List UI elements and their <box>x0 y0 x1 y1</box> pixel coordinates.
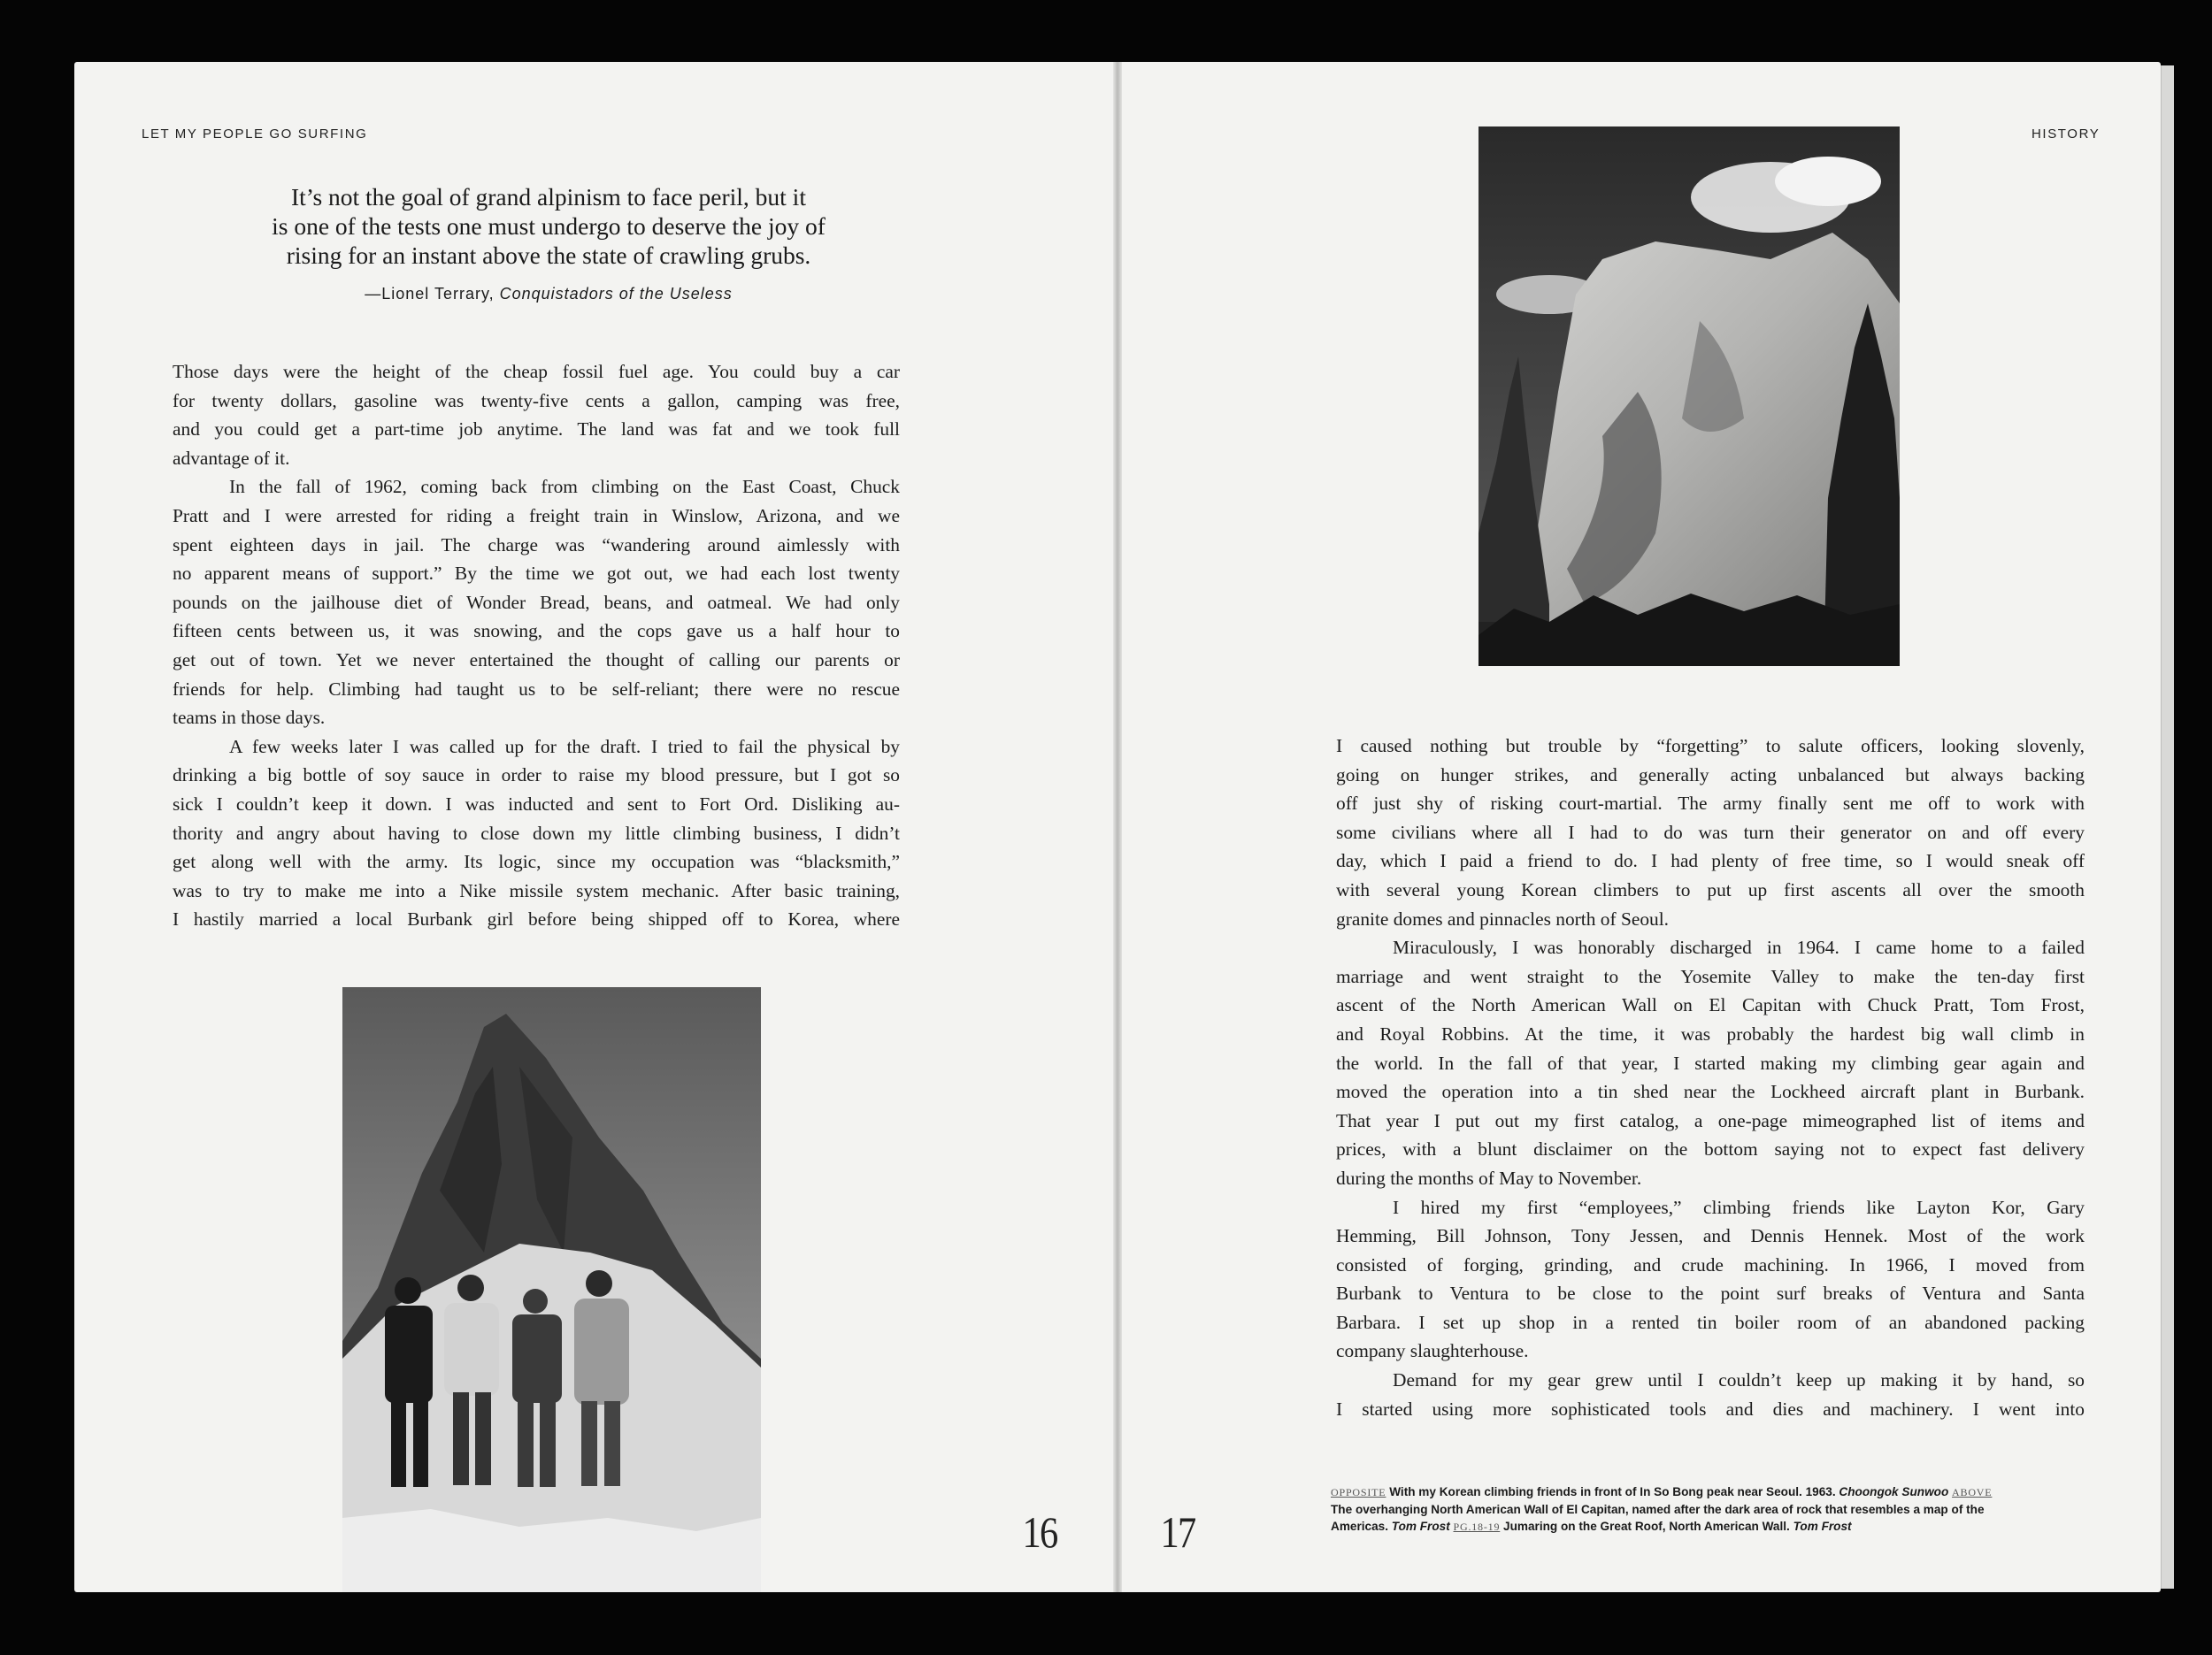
caption-tag-pg: PG.18-19 <box>1453 1521 1501 1533</box>
body-text-line: sick I couldn’t keep it down. I was inducted and sent to Fort Ord. Disliking au- <box>173 793 900 815</box>
body-text-line: I hastily married a local Burbank girl before being shipped off to Korea, where <box>173 908 900 931</box>
body-text-line: marriage and went straight to the Yosemite Valley to make the ten-day first <box>1336 965 2085 987</box>
body-text-line: going on hunger strikes, and generally acting unbalanced but always backing <box>1336 763 2085 785</box>
running-head-book-title: LET MY PEOPLE GO SURFING <box>142 126 368 142</box>
body-text-line: ascent of the North American Wall on El Capitan with Chuck Pratt, Tom Frost, <box>1336 994 2085 1016</box>
body-text-line: get along well with the army. Its logic, since my occupation was “blacksmith,” <box>173 851 900 873</box>
body-text-line: consisted of forging, grinding, and crude machining. In 1966, I moved from <box>1336 1253 2085 1276</box>
body-text-line: get out of town. Yet we never entertained the thought of calling our parents or <box>173 648 900 670</box>
caption-text-opposite: With my Korean climbing friends in front of In So Bong peak near Seoul. 1963. <box>1389 1485 1836 1498</box>
epigraph-quote <box>159 182 938 270</box>
body-text-line: pounds on the jailhouse diet of Wonder Bread, beans, and oatmeal. We had only <box>173 591 900 613</box>
el-capitan-illustration <box>1479 126 1900 666</box>
book-spine <box>1113 62 1122 1592</box>
body-text-line: Demand for my gear grew until I couldn’t keep up making it by hand, so <box>1393 1369 2085 1391</box>
epigraph-line: is one of the tests one must undergo to deserve the joy of <box>272 212 826 240</box>
body-text-line: I hired my first “employees,” climbing friends like Layton Kor, Gary <box>1393 1196 2085 1218</box>
body-text-line: advantage of it. <box>173 447 290 469</box>
page-number-right: 17 <box>1160 1507 1195 1557</box>
body-text-line: Miraculously, I was honorably discharged in 1964. I came home to a failed <box>1393 937 2085 959</box>
body-text-line: friends for help. Climbing had taught us to be self-reliant; there were no rescue <box>173 678 900 700</box>
caption-credit-above: Tom Frost <box>1391 1520 1450 1533</box>
caption-credit-pg: Tom Frost <box>1793 1520 1852 1533</box>
el-capitan-photo <box>1479 126 1900 666</box>
body-text-line: In the fall of 1962, coming back from climbing on the East Coast, Chuck <box>229 476 900 498</box>
body-text-line: with several young Korean climbers to put up first ascents all over the smooth <box>1336 878 2085 900</box>
body-text-line: and you could get a part-time job anytime. The land was fat and we took full <box>173 418 900 441</box>
body-text-line: company slaughterhouse. <box>1336 1340 1529 1362</box>
caption-tag-opposite: OPPOSITE <box>1331 1486 1386 1498</box>
epigraph-line: rising for an instant above the state of crawling grubs. <box>286 241 811 269</box>
body-text-line: fifteen cents between us, it was snowing, and the cops gave us a half hour to <box>173 620 900 642</box>
left-body-column <box>173 357 900 934</box>
caption-tag-above: ABOVE <box>1952 1486 1993 1498</box>
body-text-line: A few weeks later I was called up for the draft. I tried to fail the physical by <box>229 735 900 757</box>
body-text-line: Hemming, Bill Johnson, Tony Jessen, and Dennis Hennek. Most of the work <box>1336 1225 2085 1247</box>
body-text-line: spent eighteen days in jail. The charge was “wandering around aimlessly with <box>173 533 900 555</box>
body-text-line: I started using more sophisticated tools and dies and machinery. I went into <box>1336 1398 2085 1420</box>
body-text-line: granite domes and pinnacles north of Seoul. <box>1336 908 1670 930</box>
body-text-line: Barbara. I set up shop in a rented tin boiler room of an abandoned packing <box>1336 1311 2085 1333</box>
epigraph-source: Conquistadors of the Useless <box>499 285 733 303</box>
body-text-line: Pratt and I were arrested for riding a freight train in Winslow, Arizona, and we <box>173 504 900 526</box>
body-text-line: drinking a big bottle of soy sauce in order to raise my blood pressure, but I got so <box>173 764 900 786</box>
page-edge <box>2161 65 2174 1589</box>
body-text-line: off just shy of risking court-martial. The army finally sent me off to work with <box>1336 793 2085 815</box>
in-so-bong-illustration <box>342 987 761 1592</box>
body-text-line: Burbank to Ventura to be close to the point surf breaks of Ventura and Santa <box>1336 1283 2085 1305</box>
right-body-column <box>1336 732 2085 1423</box>
running-head-section: HISTORY <box>2032 126 2101 142</box>
epigraph-author: —Lionel Terrary, <box>365 285 500 303</box>
epigraph-attribution <box>159 285 938 303</box>
caption-text-pg: Jumaring on the Great Roof, North American Wall. <box>1503 1520 1790 1533</box>
body-text-line: That year I put out my first catalog, a one-page mimeographed list of items and <box>1336 1109 2085 1131</box>
body-text-line: during the months of May to November. <box>1336 1167 1642 1189</box>
epigraph-line: It’s not the goal of grand alpinism to face peril, but it <box>291 183 806 211</box>
body-text-line: I caused nothing but trouble by “forgetting” to salute officers, looking slovenly, <box>1336 735 2085 756</box>
body-text-line: prices, with a blunt disclaimer on the bottom saying not to expect fast delivery <box>1336 1138 2085 1161</box>
caption-text-above: The overhanging North American Wall of El Capitan, named after the dark area of rock that resembles a map of the Americas. <box>1331 1503 1985 1533</box>
body-text-line: the world. In the fall of that year, I started making my climbing gear again and <box>1336 1052 2085 1074</box>
body-text-line: moved the operation into a tin shed near the Lockheed aircraft plant in Burbank. <box>1336 1081 2085 1103</box>
body-text-line: thority and angry about having to close down my little climbing business, I didn’t <box>173 822 900 844</box>
body-text-line: no apparent means of support.” By the time we got out, we had each lost twenty <box>173 563 900 585</box>
body-text-line: for twenty dollars, gasoline was twenty-five cents a gallon, camping was free, <box>173 389 900 411</box>
page-number-left: 16 <box>1022 1507 1057 1557</box>
body-text-line: Those days were the height of the cheap fossil fuel age. You could buy a car <box>173 361 900 382</box>
body-text-line: and Royal Robbins. At the time, it was probably the hardest big wall climb in <box>1336 1023 2085 1045</box>
photo-caption <box>1331 1483 2000 1536</box>
body-text-line: day, which I paid a friend to do. I had plenty of free time, so I would sneak off <box>1336 850 2085 872</box>
caption-credit-opposite: Choongok Sunwoo <box>1839 1485 1949 1498</box>
korean-climbers-photo <box>342 987 761 1592</box>
body-text-line: some civilians where all I had to do was turn their generator on and off every <box>1336 821 2085 843</box>
body-text-line: was to try to make me into a Nike missile system mechanic. After basic training, <box>173 879 900 901</box>
body-text-line: teams in those days. <box>173 707 326 729</box>
